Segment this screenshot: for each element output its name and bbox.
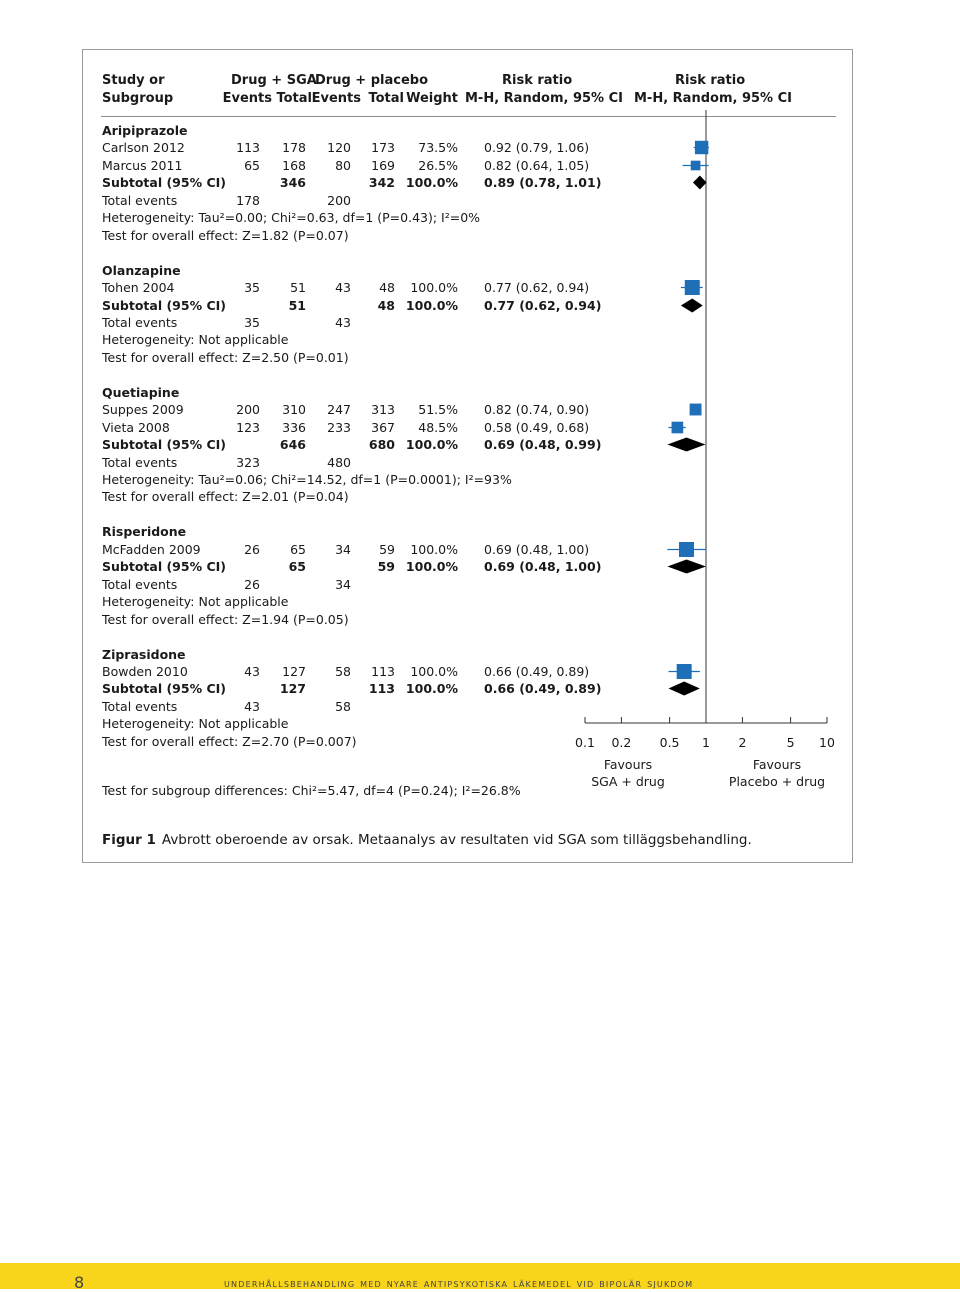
study-effect-square (690, 404, 702, 416)
cell-t2: 680 (368, 437, 395, 452)
figure-caption-text: Avbrott oberoende av orsak. Metaanalys av resultaten vid SGA som tilläggsbehandling. (161, 832, 752, 848)
cell-label: Tohen 2004 (102, 280, 175, 295)
favours-placebo-line2: Placebo + drug (728, 774, 826, 789)
cell-t2: 169 (371, 158, 395, 173)
x-tick-label: 0.1 (575, 735, 595, 750)
cell-t1: 646 (279, 437, 306, 452)
page-number: 8 (74, 1273, 85, 1292)
header-plot-line1: Risk ratio (675, 73, 746, 88)
cell-t2: 48 (377, 298, 395, 313)
header-group1: Drug + SGA (231, 73, 317, 88)
cell-label: Suppes 2009 (102, 402, 184, 417)
cell-e1: 26 (244, 542, 260, 557)
cell-label: Heterogeneity: Not applicable (102, 716, 289, 731)
cell-ci: 0.92 (0.79, 1.06) (484, 140, 590, 155)
cell-e2: 34 (335, 577, 351, 592)
favours-sga-label (578, 756, 678, 790)
study-effect-square (679, 542, 694, 557)
cell-label: Heterogeneity: Tau²=0.00; Chi²=0.63, df=1 (P=0.43); I²=0% (102, 210, 481, 225)
cell-w: 100.0% (410, 542, 458, 557)
study-effect-square (677, 664, 692, 679)
cell-ci: 0.77 (0.62, 0.94) (484, 280, 590, 295)
cell-w: 100.0% (405, 175, 458, 190)
cell-e2: 58 (335, 699, 351, 714)
cell-t1: 178 (282, 140, 306, 155)
cell-t2: 113 (371, 664, 395, 679)
header-total2: Total (368, 91, 404, 106)
cell-e1: 65 (244, 158, 260, 173)
cell-label: Subtotal (95% CI) (102, 559, 226, 574)
cell-t2: 59 (377, 559, 395, 574)
cell-t2: 367 (371, 420, 395, 435)
cell-e1: 35 (244, 315, 260, 330)
cell-t1: 127 (282, 664, 306, 679)
x-tick-label: 1 (702, 735, 710, 750)
cell-e1: 26 (244, 577, 260, 592)
cell-ci: 0.58 (0.49, 0.68) (484, 420, 590, 435)
cell-t1: 51 (288, 298, 306, 313)
cell-label: Total events (102, 577, 178, 592)
cell-label: Total events (102, 699, 178, 714)
cell-ci: 0.69 (0.48, 1.00) (484, 559, 602, 574)
cell-t1: 51 (290, 280, 306, 295)
footer-running-title: underhållsbehandling med nyare antipsykotiska läkemedel vid bipolär sjukdom (224, 1276, 694, 1290)
cell-e1: 43 (244, 664, 260, 679)
header-rr-line2: M-H, Random, 95% CI (465, 91, 623, 106)
header-events2: Events (311, 91, 361, 106)
cell-label: McFadden 2009 (102, 542, 201, 557)
cell-label: Total events (102, 315, 178, 330)
study-effect-square (691, 161, 701, 171)
cell-w: 100.0% (405, 559, 458, 574)
cell-ci: 0.69 (0.48, 0.99) (484, 437, 602, 452)
cell-t2: 313 (371, 402, 395, 417)
subtotal-diamond (667, 560, 706, 574)
cell-t1: 346 (279, 175, 306, 190)
cell-e1: 200 (236, 402, 260, 417)
cell-ci: 0.77 (0.62, 0.94) (484, 298, 602, 313)
header-plot-line2: M-H, Random, 95% CI (634, 91, 792, 106)
subtotal-diamond (669, 682, 700, 696)
header-events1: Events (222, 91, 272, 106)
cell-label: Total events (102, 455, 178, 470)
cell-label: Subtotal (95% CI) (102, 175, 226, 190)
cell-label: Test for overall effect: Z=1.82 (P=0.07) (102, 228, 349, 243)
cell-t1: 65 (288, 559, 306, 574)
study-effect-square (685, 280, 700, 295)
cell-label: Marcus 2011 (102, 158, 183, 173)
subgroup-differences-test: Test for subgroup differences: Chi²=5.47, df=4 (P=0.24); I²=26.8% (102, 783, 521, 798)
cell-t2: 173 (371, 140, 395, 155)
cell-e2: 80 (335, 158, 351, 173)
figure-caption (102, 832, 752, 848)
subtotal-diamond (693, 176, 707, 190)
cell-label: Test for overall effect: Z=2.50 (P=0.01) (102, 350, 349, 365)
favours-sga-line2: SGA + drug (591, 774, 665, 789)
cell-label: Heterogeneity: Not applicable (102, 594, 289, 609)
cell-label: Test for overall effect: Z=2.70 (P=0.007) (102, 734, 357, 749)
x-tick-label: 0.2 (611, 735, 632, 750)
cell-t2: 48 (379, 280, 395, 295)
study-effect-square (695, 141, 708, 154)
cell-w: 100.0% (410, 280, 458, 295)
cell-w: 48.5% (418, 420, 458, 435)
cell-e1: 43 (244, 699, 260, 714)
x-tick-label: 10 (819, 735, 835, 750)
cell-t2: 342 (368, 175, 395, 190)
header-weight: Weight (406, 91, 458, 106)
favours-placebo-label (722, 756, 832, 790)
study-effect-square (672, 422, 684, 434)
cell-e1: 35 (244, 280, 260, 295)
cell-label: Carlson 2012 (102, 140, 185, 155)
header-study-line1: Study or (102, 73, 165, 88)
cell-label: Ziprasidone (102, 647, 186, 662)
cell-t1: 310 (282, 402, 306, 417)
x-tick-label: 0.5 (659, 735, 680, 750)
figure-label: Figur 1 (102, 832, 156, 848)
cell-label: Vieta 2008 (102, 420, 170, 435)
cell-label: Heterogeneity: Tau²=0.06; Chi²=14.52, df=1 (P=0.0001); I²=93% (102, 472, 512, 487)
cell-e2: 58 (335, 664, 351, 679)
cell-e2: 43 (335, 280, 351, 295)
subtotal-diamond (681, 299, 703, 313)
cell-e1: 323 (236, 455, 260, 470)
x-tick-label: 5 (786, 735, 795, 750)
cell-label: Subtotal (95% CI) (102, 681, 226, 696)
cell-label: Total events (102, 193, 178, 208)
subtotal-diamond (667, 438, 705, 452)
cell-ci: 0.69 (0.48, 1.00) (484, 542, 590, 557)
cell-label: Olanzapine (102, 263, 181, 278)
cell-w: 73.5% (418, 140, 458, 155)
cell-e1: 178 (236, 193, 260, 208)
cell-w: 26.5% (418, 158, 458, 173)
header-total1: Total (276, 91, 312, 106)
cell-e2: 120 (327, 140, 351, 155)
cell-label: Test for overall effect: Z=2.01 (P=0.04) (102, 489, 349, 504)
cell-ci: 0.82 (0.64, 1.05) (484, 158, 590, 173)
x-tick-label: 2 (738, 735, 747, 750)
cell-t1: 65 (290, 542, 306, 557)
favours-placebo-line1: Favours (752, 757, 802, 772)
cell-e2: 34 (335, 542, 351, 557)
cell-t1: 336 (282, 420, 306, 435)
cell-label: Quetiapine (102, 385, 180, 400)
cell-ci: 0.89 (0.78, 1.01) (484, 175, 602, 190)
cell-t1: 127 (279, 681, 306, 696)
cell-e2: 247 (327, 402, 351, 417)
cell-label: Aripiprazole (102, 123, 188, 138)
cell-w: 100.0% (410, 664, 458, 679)
cell-e2: 200 (327, 193, 351, 208)
cell-w: 100.0% (405, 298, 458, 313)
cell-label: Bowden 2010 (102, 664, 188, 679)
cell-e2: 233 (327, 420, 351, 435)
cell-label: Risperidone (102, 524, 187, 539)
header-study-line2: Subgroup (102, 91, 174, 106)
cell-t2: 59 (379, 542, 395, 557)
cell-w: 51.5% (418, 402, 458, 417)
cell-e1: 123 (236, 420, 260, 435)
header-rr-line1: Risk ratio (502, 73, 573, 88)
cell-label: Heterogeneity: Not applicable (102, 332, 289, 347)
cell-e2: 480 (327, 455, 351, 470)
cell-e1: 113 (236, 140, 260, 155)
cell-label: Subtotal (95% CI) (102, 298, 226, 313)
cell-t1: 168 (282, 158, 306, 173)
cell-ci: 0.82 (0.74, 0.90) (484, 402, 590, 417)
cell-e2: 43 (335, 315, 351, 330)
cell-label: Test for overall effect: Z=1.94 (P=0.05) (102, 612, 349, 627)
cell-w: 100.0% (405, 681, 458, 696)
cell-label: Subtotal (95% CI) (102, 437, 226, 452)
favours-sga-line1: Favours (603, 757, 653, 772)
cell-ci: 0.66 (0.49, 0.89) (484, 664, 590, 679)
cell-ci: 0.66 (0.49, 0.89) (484, 681, 602, 696)
cell-t2: 113 (368, 681, 395, 696)
cell-w: 100.0% (405, 437, 458, 452)
header-group2: Drug + placebo (315, 73, 429, 88)
